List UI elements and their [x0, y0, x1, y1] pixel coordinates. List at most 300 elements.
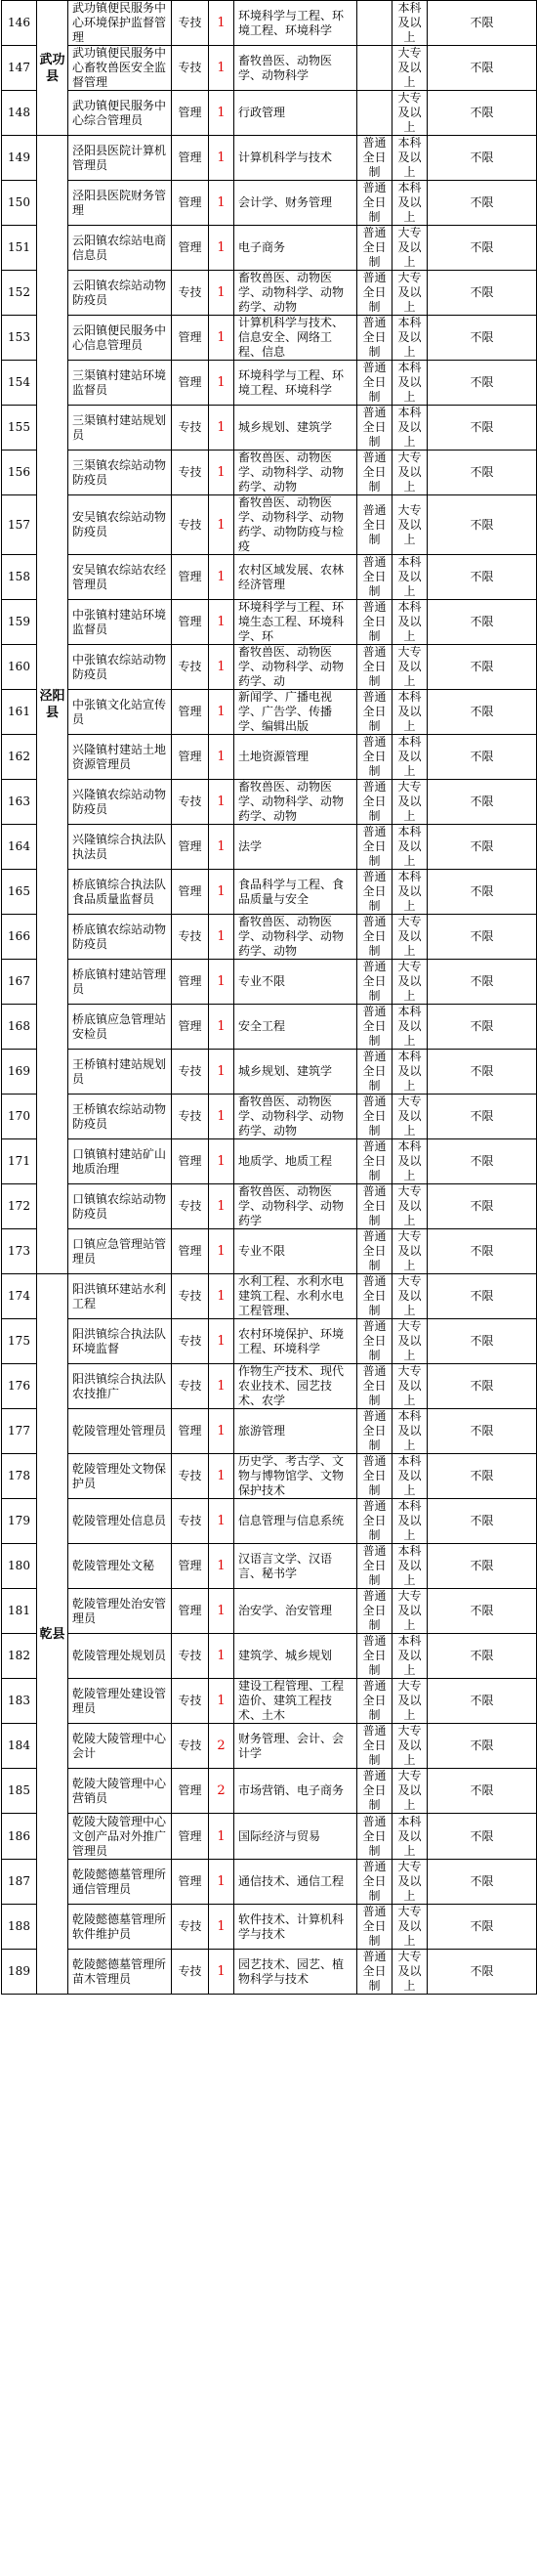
major-cell: 历史学、考古学、文物与博物馆学、文物保护技术 [234, 1454, 357, 1499]
degree-cell: 大专及以上 [392, 1184, 428, 1229]
table-row [2, 495, 537, 555]
seq-cell: 164 [2, 825, 37, 870]
table-row [2, 1005, 537, 1050]
post-type-cell: 专技 [172, 1095, 209, 1139]
post-name-cell: 三渠镇村建站环境监督员 [68, 361, 172, 406]
post-type-cell: 管理 [172, 1589, 209, 1634]
degree-cell: 本科及以上 [392, 316, 428, 361]
post-type-cell: 管理 [172, 600, 209, 645]
requirement-cell: 不限 [428, 91, 537, 136]
table-row [2, 825, 537, 870]
requirement-cell: 不限 [428, 1679, 537, 1724]
post-type-cell: 专技 [172, 46, 209, 91]
education-cell: 普通全日制 [357, 1274, 392, 1319]
requirement-cell: 不限 [428, 825, 537, 870]
headcount-cell: 1 [209, 1095, 234, 1139]
requirement-cell: 不限 [428, 1364, 537, 1409]
seq-cell: 166 [2, 915, 37, 960]
table-row [2, 1319, 537, 1364]
job-table-body [2, 1, 537, 1995]
post-name-cell: 乾陵懿德墓管理所软件维护员 [68, 1905, 172, 1950]
requirement-cell: 不限 [428, 1634, 537, 1679]
education-cell: 普通全日制 [357, 1364, 392, 1409]
degree-cell: 本科及以上 [392, 1634, 428, 1679]
major-cell: 通信技术、通信工程 [234, 1860, 357, 1905]
education-cell: 普通全日制 [357, 1454, 392, 1499]
headcount-cell: 1 [209, 825, 234, 870]
education-cell: 普通全日制 [357, 316, 392, 361]
post-name-cell: 泾阳县医院计算机管理员 [68, 136, 172, 181]
major-cell: 水利工程、水利水电建筑工程、水利水电工程管理、 [234, 1274, 357, 1319]
major-cell: 法学 [234, 825, 357, 870]
headcount-cell: 1 [209, 46, 234, 91]
requirement-cell: 不限 [428, 271, 537, 316]
post-name-cell: 中张镇村建站环境监督员 [68, 600, 172, 645]
post-type-cell: 管理 [172, 181, 209, 226]
degree-cell: 大专及以上 [392, 1860, 428, 1905]
requirement-cell: 不限 [428, 1769, 537, 1814]
education-cell: 普通全日制 [357, 1769, 392, 1814]
seq-cell: 163 [2, 780, 37, 825]
headcount-cell: 1 [209, 181, 234, 226]
seq-cell: 159 [2, 600, 37, 645]
table-row [2, 1364, 537, 1409]
headcount-cell: 1 [209, 1319, 234, 1364]
post-name-cell: 桥底镇综合执法队食品质量监督员 [68, 870, 172, 915]
degree-cell: 本科及以上 [392, 361, 428, 406]
requirement-cell: 不限 [428, 780, 537, 825]
county-cell: 武功县 [37, 1, 68, 136]
table-row [2, 645, 537, 690]
post-type-cell: 专技 [172, 406, 209, 451]
seq-cell: 172 [2, 1184, 37, 1229]
requirement-cell: 不限 [428, 1544, 537, 1589]
seq-cell: 149 [2, 136, 37, 181]
seq-cell: 169 [2, 1050, 37, 1095]
degree-cell: 本科及以上 [392, 1814, 428, 1860]
education-cell: 普通全日制 [357, 780, 392, 825]
seq-cell: 168 [2, 1005, 37, 1050]
major-cell: 畜牧兽医、动物医学、动物科学、动物药学、动物 [234, 780, 357, 825]
requirement-cell: 不限 [428, 690, 537, 735]
requirement-cell: 不限 [428, 451, 537, 495]
headcount-cell: 1 [209, 1679, 234, 1724]
major-cell: 土地资源管理 [234, 735, 357, 780]
major-cell: 环境科学与工程、环境工程、环境科学 [234, 361, 357, 406]
education-cell: 普通全日制 [357, 1634, 392, 1679]
post-name-cell: 三渠镇农综站动物防疫员 [68, 451, 172, 495]
degree-cell: 大专及以上 [392, 915, 428, 960]
post-name-cell: 乾陵管理处文物保护员 [68, 1454, 172, 1499]
education-cell: 普通全日制 [357, 361, 392, 406]
post-type-cell: 专技 [172, 1950, 209, 1995]
headcount-cell: 1 [209, 495, 234, 555]
headcount-cell: 1 [209, 645, 234, 690]
headcount-cell: 1 [209, 1, 234, 46]
post-name-cell: 乾陵管理处规划员 [68, 1634, 172, 1679]
post-name-cell: 兴隆镇村建站土地资源管理员 [68, 735, 172, 780]
requirement-cell: 不限 [428, 1229, 537, 1274]
requirement-cell: 不限 [428, 1409, 537, 1454]
post-name-cell: 中张镇文化站宣传员 [68, 690, 172, 735]
headcount-cell: 1 [209, 271, 234, 316]
headcount-cell: 1 [209, 1950, 234, 1995]
major-cell: 作物生产技术、现代农业技术、园艺技术、农学 [234, 1364, 357, 1409]
post-name-cell: 阳洪镇环建站水利工程 [68, 1274, 172, 1319]
degree-cell: 本科及以上 [392, 1139, 428, 1184]
degree-cell: 大专及以上 [392, 46, 428, 91]
seq-cell: 181 [2, 1589, 37, 1634]
seq-cell: 186 [2, 1814, 37, 1860]
requirement-cell: 不限 [428, 181, 537, 226]
degree-cell: 大专及以上 [392, 645, 428, 690]
education-cell: 普通全日制 [357, 181, 392, 226]
headcount-cell: 1 [209, 1814, 234, 1860]
degree-cell: 大专及以上 [392, 1724, 428, 1769]
requirement-cell: 不限 [428, 960, 537, 1005]
seq-cell: 182 [2, 1634, 37, 1679]
post-type-cell: 专技 [172, 915, 209, 960]
post-type-cell: 专技 [172, 1050, 209, 1095]
education-cell: 普通全日制 [357, 1005, 392, 1050]
headcount-cell: 1 [209, 600, 234, 645]
major-cell: 城乡规划、建筑学 [234, 1050, 357, 1095]
headcount-cell: 1 [209, 915, 234, 960]
education-cell: 普通全日制 [357, 1050, 392, 1095]
requirement-cell: 不限 [428, 316, 537, 361]
major-cell: 专业不限 [234, 960, 357, 1005]
requirement-cell: 不限 [428, 1454, 537, 1499]
requirement-cell: 不限 [428, 1095, 537, 1139]
table-row [2, 870, 537, 915]
degree-cell: 大专及以上 [392, 271, 428, 316]
headcount-cell: 1 [209, 226, 234, 271]
education-cell: 普通全日制 [357, 451, 392, 495]
post-name-cell: 兴隆镇农综站动物防疫员 [68, 780, 172, 825]
table-row [2, 1139, 537, 1184]
seq-cell: 171 [2, 1139, 37, 1184]
post-type-cell: 专技 [172, 1724, 209, 1769]
post-type-cell: 专技 [172, 451, 209, 495]
table-row [2, 735, 537, 780]
post-type-cell: 专技 [172, 780, 209, 825]
requirement-cell: 不限 [428, 1050, 537, 1095]
requirement-cell: 不限 [428, 1724, 537, 1769]
requirement-cell: 不限 [428, 495, 537, 555]
post-type-cell: 专技 [172, 1499, 209, 1544]
table-row [2, 226, 537, 271]
education-cell: 普通全日制 [357, 406, 392, 451]
seq-cell: 187 [2, 1860, 37, 1905]
major-cell: 畜牧兽医、动物医学、动物科学、动物药学 [234, 1184, 357, 1229]
post-type-cell: 管理 [172, 136, 209, 181]
post-type-cell: 管理 [172, 1769, 209, 1814]
headcount-cell: 1 [209, 136, 234, 181]
major-cell: 安全工程 [234, 1005, 357, 1050]
education-cell [357, 46, 392, 91]
post-name-cell: 口镇镇农综站动物防疫员 [68, 1184, 172, 1229]
table-row [2, 915, 537, 960]
post-name-cell: 安吴镇农综站农经管理员 [68, 555, 172, 600]
requirement-cell: 不限 [428, 645, 537, 690]
education-cell: 普通全日制 [357, 1229, 392, 1274]
education-cell: 普通全日制 [357, 226, 392, 271]
degree-cell: 本科及以上 [392, 1050, 428, 1095]
seq-cell: 158 [2, 555, 37, 600]
table-row [2, 1229, 537, 1274]
post-name-cell: 桥底镇村建站管理员 [68, 960, 172, 1005]
degree-cell: 大专及以上 [392, 1095, 428, 1139]
requirement-cell: 不限 [428, 1860, 537, 1905]
post-name-cell: 乾陵管理处治安管理员 [68, 1589, 172, 1634]
degree-cell: 大专及以上 [392, 1319, 428, 1364]
post-type-cell: 专技 [172, 1454, 209, 1499]
degree-cell: 大专及以上 [392, 1229, 428, 1274]
requirement-cell: 不限 [428, 1005, 537, 1050]
table-row [2, 1769, 537, 1814]
post-name-cell: 乾陵管理处管理员 [68, 1409, 172, 1454]
seq-cell: 178 [2, 1454, 37, 1499]
post-type-cell: 专技 [172, 1905, 209, 1950]
post-name-cell: 王桥镇农综站动物防疫员 [68, 1095, 172, 1139]
seq-cell: 152 [2, 271, 37, 316]
table-row [2, 1589, 537, 1634]
table-row [2, 1454, 537, 1499]
headcount-cell: 1 [209, 960, 234, 1005]
major-cell: 农村环境保护、环境工程、环境科学 [234, 1319, 357, 1364]
post-type-cell: 管理 [172, 316, 209, 361]
post-name-cell: 乾陵懿德墓管理所通信管理员 [68, 1860, 172, 1905]
seq-cell: 155 [2, 406, 37, 451]
major-cell: 畜牧兽医、动物医学、动物科学、动物药学、动 [234, 645, 357, 690]
education-cell: 普通全日制 [357, 915, 392, 960]
headcount-cell: 1 [209, 406, 234, 451]
post-type-cell: 专技 [172, 1184, 209, 1229]
major-cell: 专业不限 [234, 1229, 357, 1274]
post-name-cell: 乾陵管理处文秘 [68, 1544, 172, 1589]
seq-cell: 161 [2, 690, 37, 735]
post-name-cell: 阳洪镇综合执法队农技推广 [68, 1364, 172, 1409]
degree-cell: 本科及以上 [392, 1499, 428, 1544]
education-cell: 普通全日制 [357, 735, 392, 780]
post-type-cell: 管理 [172, 690, 209, 735]
headcount-cell: 1 [209, 1005, 234, 1050]
major-cell: 环境科学与工程、环境工程、环境科学 [234, 1, 357, 46]
major-cell: 畜牧兽医、动物医学、动物科学、动物药学、动物 [234, 451, 357, 495]
post-type-cell: 专技 [172, 1274, 209, 1319]
degree-cell: 本科及以上 [392, 1005, 428, 1050]
seq-cell: 156 [2, 451, 37, 495]
table-row [2, 1679, 537, 1724]
education-cell: 普通全日制 [357, 960, 392, 1005]
education-cell: 普通全日制 [357, 600, 392, 645]
headcount-cell: 2 [209, 1769, 234, 1814]
seq-cell: 162 [2, 735, 37, 780]
post-name-cell: 安吴镇农综站动物防疫员 [68, 495, 172, 555]
table-row [2, 181, 537, 226]
headcount-cell: 1 [209, 555, 234, 600]
table-row [2, 1050, 537, 1095]
table-row [2, 1950, 537, 1995]
headcount-cell: 1 [209, 870, 234, 915]
post-name-cell: 口镇镇村建站矿山地质治理 [68, 1139, 172, 1184]
post-type-cell: 管理 [172, 1139, 209, 1184]
post-type-cell: 管理 [172, 1005, 209, 1050]
post-type-cell: 管理 [172, 555, 209, 600]
seq-cell: 177 [2, 1409, 37, 1454]
seq-cell: 151 [2, 226, 37, 271]
education-cell: 普通全日制 [357, 1319, 392, 1364]
seq-cell: 148 [2, 91, 37, 136]
county-cell: 泾阳县 [37, 136, 68, 1274]
major-cell: 环境科学与工程、环境生态工程、环境科学、环 [234, 600, 357, 645]
post-name-cell: 中张镇农综站动物防疫员 [68, 645, 172, 690]
requirement-cell: 不限 [428, 1814, 537, 1860]
post-type-cell: 专技 [172, 1634, 209, 1679]
degree-cell: 本科及以上 [392, 825, 428, 870]
seq-cell: 185 [2, 1769, 37, 1814]
degree-cell: 本科及以上 [392, 735, 428, 780]
seq-cell: 184 [2, 1724, 37, 1769]
education-cell [357, 1, 392, 46]
table-row [2, 361, 537, 406]
post-name-cell: 泾阳县医院财务管理 [68, 181, 172, 226]
table-row [2, 1634, 537, 1679]
table-row [2, 1184, 537, 1229]
degree-cell: 大专及以上 [392, 1769, 428, 1814]
degree-cell: 大专及以上 [392, 1905, 428, 1950]
requirement-cell: 不限 [428, 1274, 537, 1319]
education-cell: 普通全日制 [357, 1905, 392, 1950]
major-cell: 计算机科学与技术 [234, 136, 357, 181]
degree-cell: 本科及以上 [392, 555, 428, 600]
headcount-cell: 1 [209, 1499, 234, 1544]
degree-cell: 大专及以上 [392, 226, 428, 271]
requirement-cell: 不限 [428, 1319, 537, 1364]
seq-cell: 147 [2, 46, 37, 91]
table-row [2, 406, 537, 451]
degree-cell: 本科及以上 [392, 406, 428, 451]
education-cell [357, 91, 392, 136]
major-cell: 治安学、治安管理 [234, 1589, 357, 1634]
headcount-cell: 1 [209, 1274, 234, 1319]
headcount-cell: 1 [209, 780, 234, 825]
table-row [2, 1544, 537, 1589]
major-cell: 畜牧兽医、动物医学、动物科学、动物药学、动物 [234, 271, 357, 316]
post-type-cell: 管理 [172, 1409, 209, 1454]
table-row [2, 1095, 537, 1139]
headcount-cell: 1 [209, 91, 234, 136]
post-name-cell: 乾陵大陵管理中心营销员 [68, 1769, 172, 1814]
degree-cell: 本科及以上 [392, 181, 428, 226]
degree-cell: 大专及以上 [392, 780, 428, 825]
post-type-cell: 专技 [172, 495, 209, 555]
post-name-cell: 口镇应急管理站管理员 [68, 1229, 172, 1274]
table-row [2, 91, 537, 136]
major-cell: 农村区域发展、农林经济管理 [234, 555, 357, 600]
requirement-cell: 不限 [428, 735, 537, 780]
degree-cell: 大专及以上 [392, 1274, 428, 1319]
major-cell: 畜牧兽医、动物医学、动物科学、动物药学、动物防疫与检疫 [234, 495, 357, 555]
requirement-cell: 不限 [428, 1, 537, 46]
headcount-cell: 1 [209, 1229, 234, 1274]
post-type-cell: 管理 [172, 1860, 209, 1905]
headcount-cell: 1 [209, 1184, 234, 1229]
requirement-cell: 不限 [428, 555, 537, 600]
education-cell: 普通全日制 [357, 1095, 392, 1139]
headcount-cell: 1 [209, 1905, 234, 1950]
post-type-cell: 管理 [172, 226, 209, 271]
post-type-cell: 管理 [172, 960, 209, 1005]
degree-cell: 本科及以上 [392, 870, 428, 915]
headcount-cell: 1 [209, 1544, 234, 1589]
table-row [2, 1274, 537, 1319]
job-table [1, 0, 537, 1995]
degree-cell: 大专及以上 [392, 960, 428, 1005]
degree-cell: 大专及以上 [392, 1679, 428, 1724]
post-type-cell: 管理 [172, 870, 209, 915]
requirement-cell: 不限 [428, 136, 537, 181]
post-type-cell: 专技 [172, 1679, 209, 1724]
requirement-cell: 不限 [428, 1139, 537, 1184]
table-row [2, 1409, 537, 1454]
education-cell: 普通全日制 [357, 1860, 392, 1905]
seq-cell: 174 [2, 1274, 37, 1319]
seq-cell: 153 [2, 316, 37, 361]
degree-cell: 本科及以上 [392, 136, 428, 181]
table-row [2, 960, 537, 1005]
education-cell: 普通全日制 [357, 555, 392, 600]
table-row [2, 1724, 537, 1769]
degree-cell: 本科及以上 [392, 1, 428, 46]
seq-cell: 170 [2, 1095, 37, 1139]
degree-cell: 本科及以上 [392, 1454, 428, 1499]
headcount-cell: 1 [209, 1050, 234, 1095]
education-cell: 普通全日制 [357, 825, 392, 870]
requirement-cell: 不限 [428, 1589, 537, 1634]
major-cell: 建筑学、城乡规划 [234, 1634, 357, 1679]
degree-cell: 本科及以上 [392, 1544, 428, 1589]
major-cell: 电子商务 [234, 226, 357, 271]
education-cell: 普通全日制 [357, 1679, 392, 1724]
post-name-cell: 武功镇便民服务中心环境保护监督管理 [68, 1, 172, 46]
requirement-cell: 不限 [428, 600, 537, 645]
education-cell: 普通全日制 [357, 271, 392, 316]
post-name-cell: 乾陵懿德墓管理所苗木管理员 [68, 1950, 172, 1995]
post-name-cell: 三渠镇村建站规划员 [68, 406, 172, 451]
post-type-cell: 管理 [172, 1544, 209, 1589]
post-type-cell: 专技 [172, 271, 209, 316]
major-cell: 城乡规划、建筑学 [234, 406, 357, 451]
requirement-cell: 不限 [428, 1905, 537, 1950]
requirement-cell: 不限 [428, 1184, 537, 1229]
county-cell: 乾县 [37, 1274, 68, 1995]
degree-cell: 大专及以上 [392, 451, 428, 495]
seq-cell: 154 [2, 361, 37, 406]
post-name-cell: 乾陵大陵管理中心会计 [68, 1724, 172, 1769]
education-cell: 普通全日制 [357, 1184, 392, 1229]
education-cell: 普通全日制 [357, 1544, 392, 1589]
major-cell: 建设工程管理、工程造价、建筑工程技术、土木 [234, 1679, 357, 1724]
degree-cell: 本科及以上 [392, 600, 428, 645]
major-cell: 财务管理、会计、会计学 [234, 1724, 357, 1769]
major-cell: 计算机科学与技术、信息安全、网络工程、信息 [234, 316, 357, 361]
education-cell: 普通全日制 [357, 1499, 392, 1544]
requirement-cell: 不限 [428, 361, 537, 406]
education-cell: 普通全日制 [357, 1814, 392, 1860]
major-cell: 园艺技术、园艺、植物科学与技术 [234, 1950, 357, 1995]
seq-cell: 150 [2, 181, 37, 226]
